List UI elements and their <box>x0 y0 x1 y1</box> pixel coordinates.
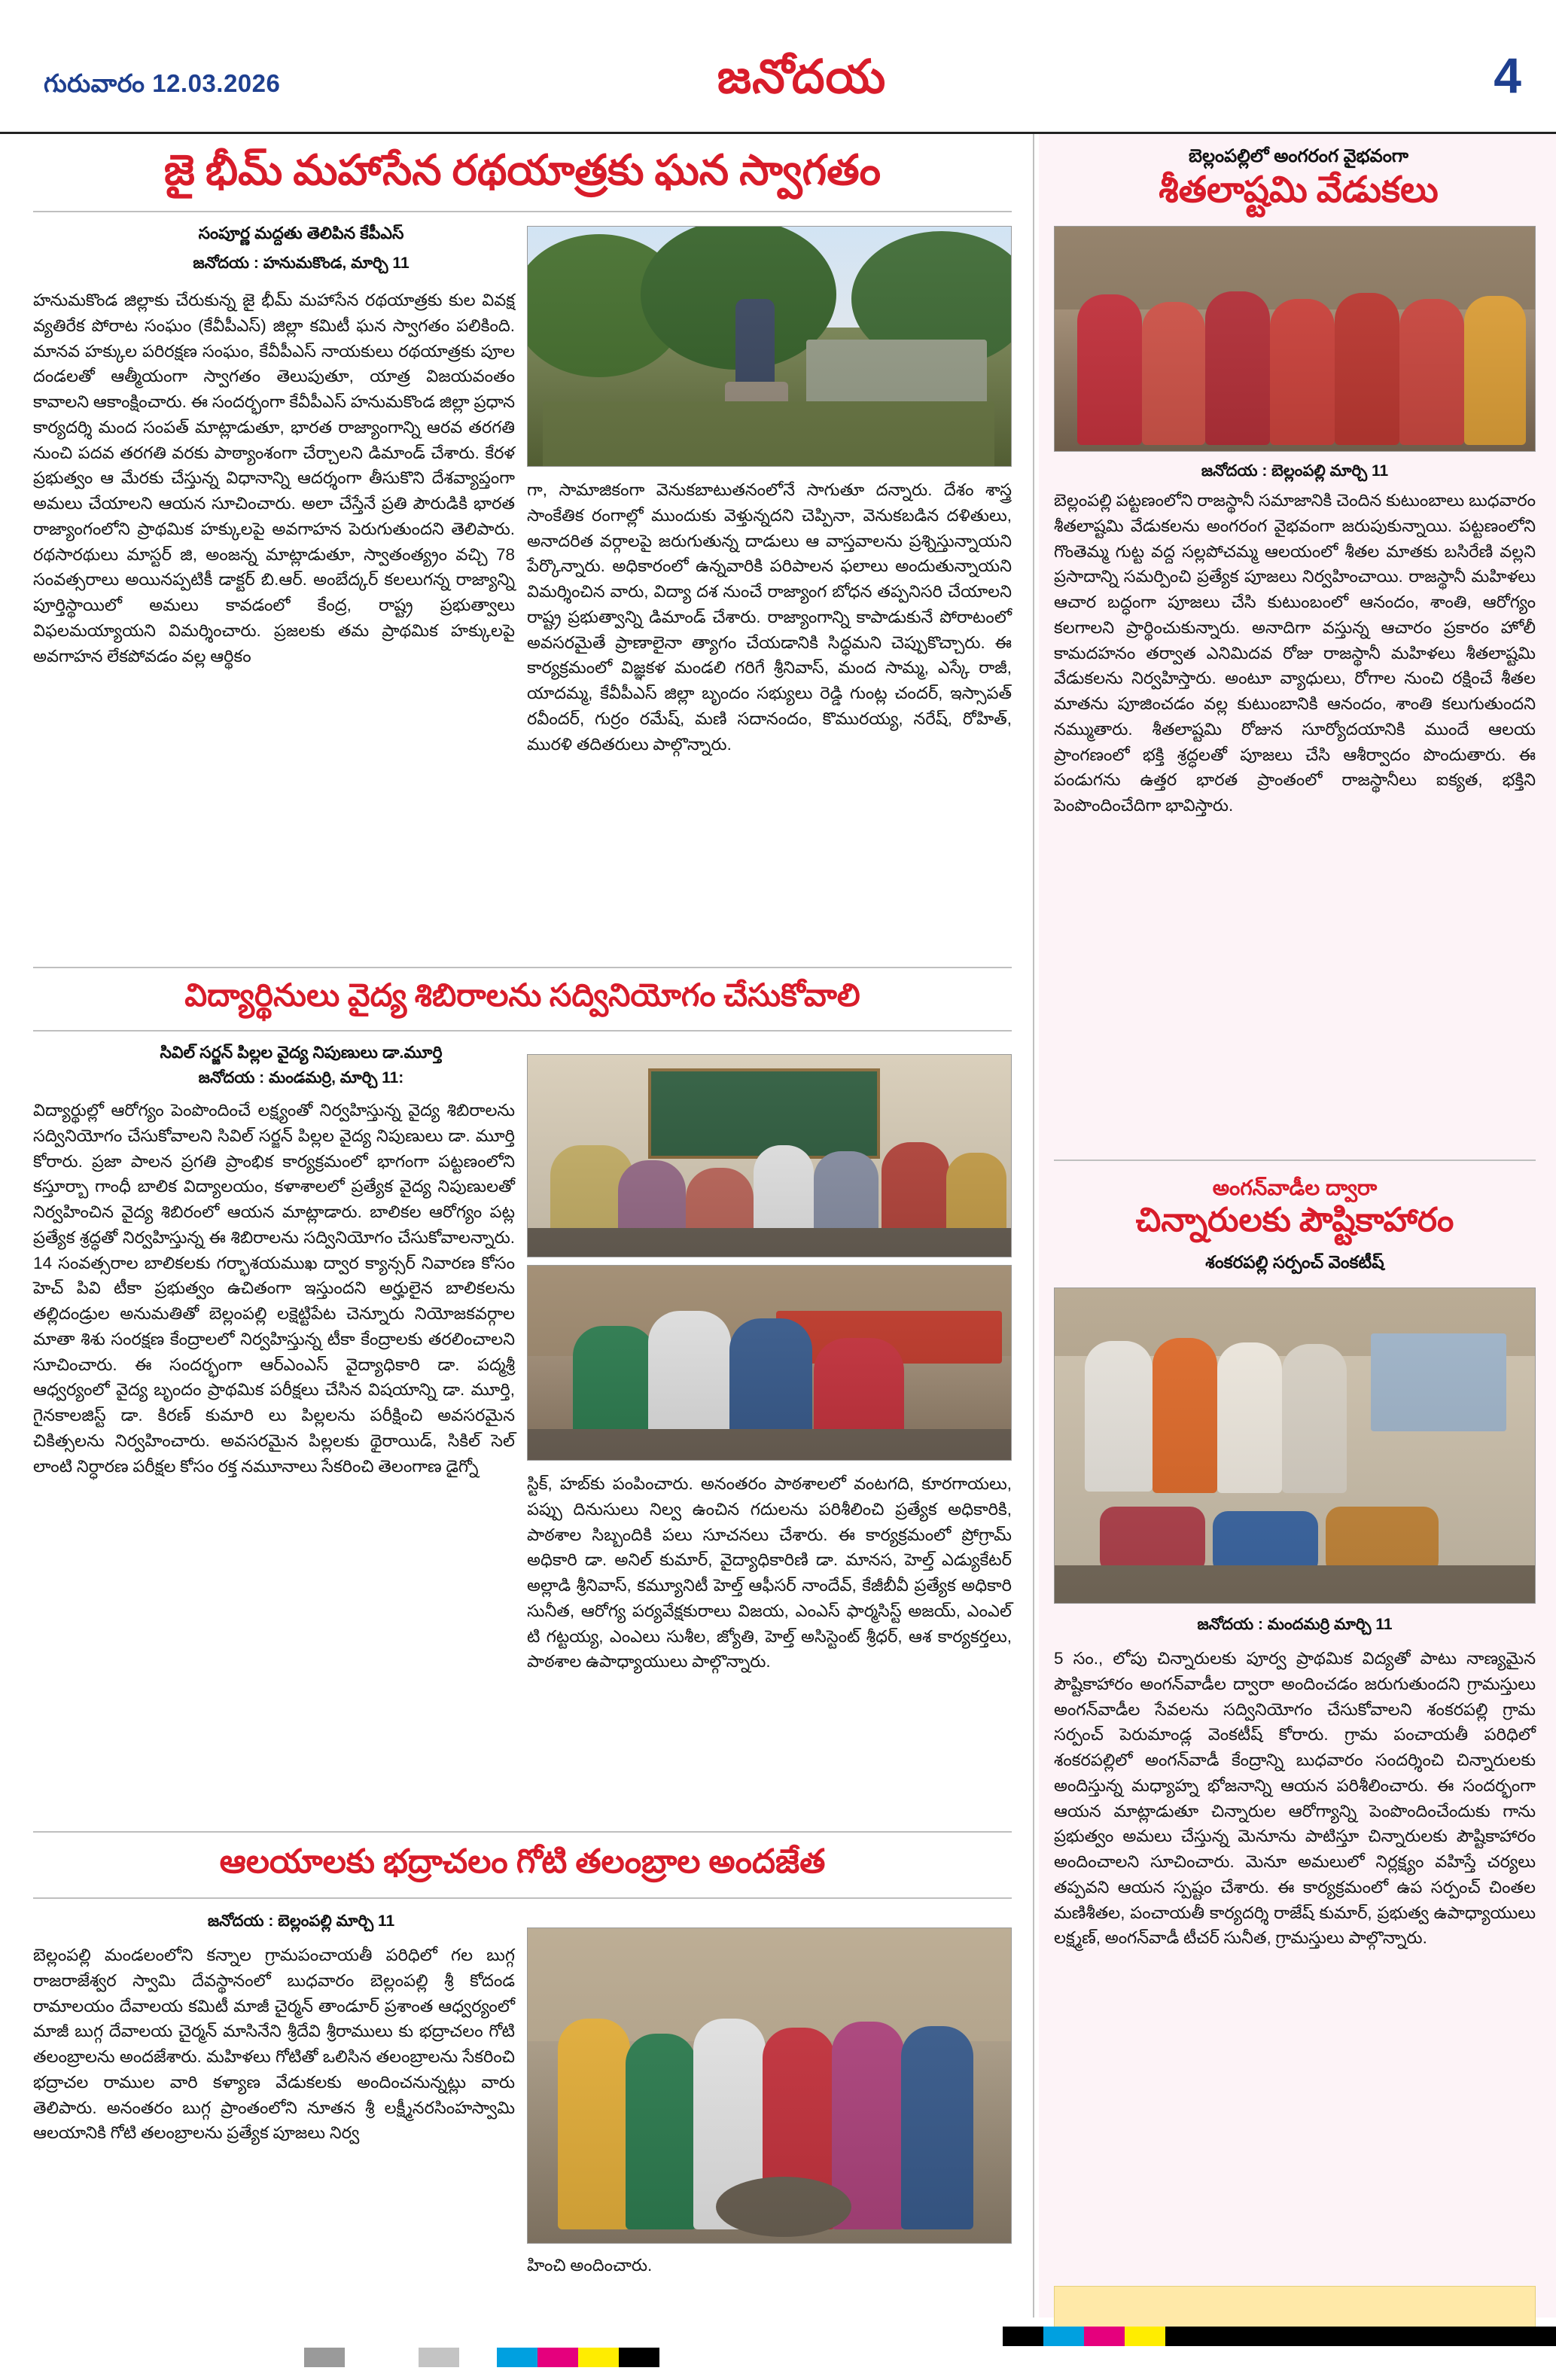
masthead <box>0 0 1556 134</box>
third-headline-rule <box>33 1897 1012 1899</box>
page-number: 4 <box>1494 47 1521 103</box>
second-body-col2: స్టిక్, హబ్‌కు పంపించారు. అనంతరం పాఠశాలలో వంటగది, కూరగాయలు, పప్పు దినుసులు నిల్వ ఉంచిన గదులను పరిశీలించి ప్రత్యేక అధికారికి, పాఠశాల సిబ్బందికి పలు సూచనలు చేశారు. ఈ కార్యక్రమంలో ప్రోగ్రామ్ అధికారి డా. అనిల్ కుమార్, వైద్యాధికారిణి డా. మానస, హెల్త్ ఎడ్యుకేటర్ అల్లాడి శ్రీనివాస్, కమ్యూనిటీ హెల్త్ ఆఫీసర్ నాందేవ్, కేజీబీవీ ప్రత్యేక అధికారి సునీత, ఆరోగ్య పర్యవేక్షకురాలు విజయ, ఎంఎస్ ఫార్మసిస్ట్ అజయ్, ఎంఎల్ టి గట్టయ్య, ఎంఎలు సుశీల, జ్యోతి, హెల్త్ అసిస్టెంట్ శ్రీధర్, ఆశ కార్యకర్తలు, పాఠశాల ఉపాధ్యాయులు పాల్గొన్నారు. <box>527 1474 1012 1671</box>
swatch-black-mid <box>619 2348 659 2367</box>
rail-article1-caption: జనోదయ : బెల్లంపల్లి మార్చి 11 <box>1201 462 1389 480</box>
swatch-yellow <box>1125 2327 1165 2346</box>
second-headline-rule <box>33 1030 1012 1032</box>
third-headline: ఆలయాలకు భద్రాచలం గోటి తలంబ్రాల అందజేత <box>219 1843 826 1880</box>
rail-article2-subhead: శంకరపల్లి సర్పంచ్ వెంకటీష్ <box>1205 1252 1384 1272</box>
rail-divider-1 <box>1054 1160 1536 1161</box>
swatch-cyan <box>1043 2327 1084 2346</box>
swatch-magenta <box>1084 2327 1125 2346</box>
second-byline: జనోదయ : మండమర్రి, మార్చి 11: <box>198 1069 404 1086</box>
lead-headline-rule <box>33 211 1012 212</box>
second-body-col1: విద్యార్థుల్లో ఆరోగ్యం పెంపొందించే లక్ష్యంతో నిర్వహిస్తున్న వైద్య శిబిరాలను సద్వినియోగం చేసుకోవాలని సివిల్ సర్జన్ పిల్లల వైద్య నిపుణులు డా. మూర్తి కోరారు. ప్రజా పాలన ప్రగతి ప్రాంభిక కార్యక్రమంలో భాగంగా పట్టణంలోని కస్తూర్బా గాంధీ బాలిక విద్యాలయం, కళాశాలలో ప్రత్యేక వైద్య నిపుణులతో నిర్వహించిన వైద్య శిబిరంలో ఆయన మాట్లాడారు. బాలికల ఆరోగ్యం పట్ల ప్రత్యేక శ్రద్ధతో నిర్వహిస్తున్న ఈ శిబిరాలను సద్వినియోగం చేసుకోవాలన్నారు. 14 సంవత్సరాల బాలికలకు గర్భాశయముఖ ద్వార క్యాన్సర్ నివారణ కోసం హెచ్ పివి టీకా ప్రభుత్వం ఉచితంగా ఇస్తుందని అర్హులైన బాలికలను తల్లిదండ్రుల అనుమతితో బెల్లంపల్లి లక్షెట్టిపేట చెన్నూరు నియోజకవర్గాల మాతా శిశు సంరక్షణ కేంద్రాలలో నిర్వహిస్తున్న టీకా కేంద్రాలకు తరలించాలని సూచించారు. ఈ సందర్భంగా ఆర్ఎంఎస్ వైద్యాధికారి డా. పద్మశ్రీ ఆధ్వర్యంలో వైద్య బృందం ప్రాథమిక పరీక్షలు చేసిన విషయాన్ని డా. మూర్తి, గైనకాలజిస్ట్ డా. కిరణ్ కుమారి లు పిల్లలను పరీక్షించి అవసరమైన చికిత్సలను నిర్వహించారు. అవసరమైన పిల్లలకు థైరాయిడ్, సికిల్ సెల్ లాంటి నిర్ధారణ పరీక్షల కోసం రక్త నమూనాలు సేకరించి తెలంగాణ డైగ్నో <box>33 1101 515 1476</box>
rail-article1-headline: శీతలాష్టమి వేడుకలు <box>1159 170 1439 210</box>
lead-byline: జనోదయ : హనుమకొండ, మార్చి 11 <box>193 254 410 272</box>
lead-headline: జై భీమ్ మహాసేన రథయాత్రకు ఘన స్వాగతం <box>163 148 882 194</box>
kitchen-inspection-photo <box>527 1265 1012 1461</box>
lead-subhead: సంపూర్ణ మద్దతు తెలిపిన కేపీఎస్ <box>198 224 404 242</box>
medical-camp-photo <box>527 1054 1012 1257</box>
swatch-black <box>1003 2327 1043 2346</box>
lead-photo <box>527 226 1012 467</box>
newspaper-title: జనోదయ <box>717 52 887 103</box>
swatch-gray-mid <box>419 2348 459 2367</box>
column-divider-main-rail <box>1033 134 1034 2318</box>
temple-handover-photo <box>527 1927 1012 2244</box>
third-body-col2: హించి అందించారు. <box>527 2256 653 2275</box>
lead-bottom-rule <box>33 967 1012 968</box>
rail-article2-kicker: అంగన్‌వాడీల ద్వారా <box>1212 1176 1378 1199</box>
second-subhead: సివిల్ సర్జన్ పిల్లల వైద్య నిపుణులు డా.మూర్తి <box>160 1043 443 1062</box>
lead-body-col2: గా, సామాజికంగా వెనుకబాటుతనంలోనే సాగుతూ దన్నారు. దేశం శాస్త్ర సాంకేతిక రంగాల్లో ముందుకు వెళ్తున్నదని చెప్పినా, వెనుకబడిన దళితులు, అనాదరిత వర్గాలపై జరుగుతున్న దాడులు ఆ వాస్తవాలను ప్రశ్నిస్తున్నాయని పేర్కొన్నారు. అధికారంలో ఉన్నవారికి పరిపాలన ఫలాలు అందుతున్నాయని విమర్శించిన వారు, విద్యా దశ నుంచే రాజ్యాంగ బోధన తప్పనిసరి చేయాలని రాష్ట్ర ప్రభుత్వాన్ని డిమాండ్ చేశారు. రాజ్యాంగాన్ని కాపాడుకునే పోరాటంలో అవసరమైతే ప్రాణాలైనా త్యాగం చేయడానికి సిద్ధమని చెప్పుకొచ్చారు. ఈ కార్యక్రమంలో విజ్ఞకళ మండలి గరిగే శ్రీనివాస్, మంద సామ్మ, ఎస్కే రాజీ, యాదమ్మ, కేవీపీఎస్ జిల్లా బృందం సభ్యులు రెడ్డి గుంట్ల చందర్, ఇస్సాపత్ రవీందర్, గుర్రం రమేష్, మణి సదానందం, కొమురయ్య, నరేష్, రోహిత్, మురళి తదితరులు పాల్గొన్నారు. <box>527 480 1012 754</box>
swatch-cyan-mid <box>497 2348 537 2367</box>
bottom-ad-strip <box>1054 2286 1536 2328</box>
swatch-magenta-mid <box>537 2348 578 2367</box>
second-headline: విద్యార్థినులు వైద్య శిబిరాలను సద్వినియోగం చేసుకోవాలి <box>184 979 860 1013</box>
swatch-yellow-mid <box>578 2348 619 2367</box>
rail-article1-kicker: బెల్లంపల్లిలో అంగరంగ వైభవంగా <box>1188 146 1409 166</box>
publication-date: గురువారం 12.03.2026 <box>44 69 281 97</box>
rail-article2-caption: జనోదయ : మందమర్రి మార్చి 11 <box>1197 1616 1393 1633</box>
rail-article2-body: 5 సం., లోపు చిన్నారులకు పూర్వ ప్రాథమిక విద్యతో పాటు నాణ్యమైన పౌష్టికాహారం అంగన్‌వాడీల ద్వారా అందించడం జరుగుతుందని గ్రామస్తులు అంగన్‌వాడీల సేవలను సద్వినియోగం చేసుకోవాలని శంకరపల్లి గ్రామ సర్పంచ్ పెరుమాండ్ల వెంకటీష్ కోరారు. గ్రామ పంచాయతీ పరిధిలో శంకరపల్లిలో అంగన్‌వాడీ కేంద్రాన్ని బుధవారం సందర్శించి చిన్నారులకు అందిస్తున్న మధ్యాహ్న భోజనాన్ని ఆయన పరిశీలించారు. ఈ సందర్భంగా ఆయన మాట్లాడుతూ చిన్నారుల ఆరోగ్యాన్ని పెంపొందించేందుకు గాను ప్రభుత్వం అమలు చేస్తున్న మెనూను పాటిస్తూ చిన్నారులకు పౌష్టికాహారం అందించాలని సూచించారు. మెనూ అమలులో నిర్లక్ష్యం వహిస్తే చర్యలు తప్పవని ఆయన స్పష్టం చేశారు. ఈ కార్యక్రమంలో ఉప సర్పంచ్ చింతల మణిశీతల, పంచాయతీ కార్యదర్శి రాజేష్ కుమార్, ప్రభుత్వ ఉపాధ్యాయులు లక్ష్మణ్, అంగన్‌వాడీ టీచర్ సునీత, గ్రామస్తులు పాల్గొన్నారు. <box>1054 1649 1536 1948</box>
third-byline: జనోదయ : బెల్లంపల్లి మార్చి 11 <box>207 1912 395 1930</box>
second-bottom-rule <box>33 1831 1012 1833</box>
anganwadi-photo <box>1054 1288 1536 1604</box>
third-body-col1: బెల్లంపల్లి మండలంలోని కన్నాల గ్రామపంచాయతీ పరిధిలో గల బుగ్గ రాజరాజేశ్వర స్వామి దేవస్థానంలో బుధవారం బెల్లంపల్లి శ్రీ కోదండ రామాలయం దేవాలయ కమిటీ మాజీ చైర్మన్ తాండూర్ ప్రశాంత ఆధ్వర్యంలో మాజీ బుగ్గ దేవాలయ చైర్మన్ మాసినేని శ్రీదేవి శ్రీరాములు కు భద్రాచలం గోటి తలంబ్రాలను అందజేశారు. మహిళలు గోటితో ఒలిసిన తలంబ్రాలను సేకరించి భద్రాచల రాముల వారి కళ్యాణ వేడుకలకు అందించనున్నట్లు వారు తెలిపారు. అనంతరం బుగ్గ ప్రాంతంలోని నూతన శ్రీ లక్ష్మీనరసింహస్వామి ఆలయానికి గోటి తలంబ్రాలను ప్రత్యేక పూజలు నిర్వ <box>33 1946 515 2143</box>
sheetalashtami-photo <box>1054 226 1536 452</box>
rail-article1-body: బెల్లంపల్లి పట్టణంలోని రాజస్థానీ సమాజానికి చెందిన కుటుంబాలు బుధవారం శీతలాష్టమి వేడుకలను అంగరంగ వైభవంగా జరుపుకున్నాయి. పట్టణంలోని గొంతెమ్మ గుట్ట వద్ద సల్లపోచమ్మ ఆలయంలో శీతల మాతకు బసిరేణి వల్లని ప్రసాదాన్ని సమర్పించి ప్రత్యేక పూజలు నిర్వహించాయి. రాజస్థానీ మహిళలు ఆచార బద్ధంగా పూజలు చేసి కుటుంబంలో ఆనందం, శాంతి, ఆరోగ్యం కలగాలని ప్రార్థించుకున్నారు. అనాదిగా వస్తున్న ఆచారం ప్రకారం హోలీ కామదహనం తర్వాత ఎనిమిదవ రోజు రాజస్థానీ మహిళలు శీతలాష్టమి వేడుకలను నిర్వహిస్తారు. అంటూ వ్యాధులు, రోగాల నుంచి రక్షించే శీతల మాతను పూజించడం వల్ల కుటుంబానికి ఆనందం, శాంతి కలుగుతుందని నమ్ముతారు. శీతలాష్టమి రోజున సూర్యోదయానికి ముందే ఆలయ ప్రాంగణంలో భక్తి శ్రద్ధలతో పూజలు చేసి ఆశీర్వాదం పొందుతారు. ఈ పండుగను ఉత్తర భారత ప్రాంతంలో రాజస్థానీలు ఐక్యత, భక్తిని పెంపొందించేదిగా భావిస్తారు. <box>1054 491 1536 815</box>
lead-body-col1: హనుమకొండ జిల్లాకు చేరుకున్న జై భీమ్ మహాసేన రథయాత్రకు కుల వివక్ష వ్యతిరేక పోరాట సంఘం (కేవీపీఎస్) జిల్లా కమిటీ ఘన స్వాగతం పలికింది. మానవ హక్కుల పరిరక్షణ సంఘం, కేవీపీఎస్ నాయకులు రథయాత్రకు పూల దండలతో ఆత్మీయంగా స్వాగతం తెలుపుతూ, యాత్ర విజయవంతం కావాలని ఆకాంక్షించారు. ఈ సందర్భంగా కేవీపీఎస్ హనుమకొండ జిల్లా ప్రధాన కార్యదర్శి మంద సంపత్ మాట్లాడుతూ, భారత రాజ్యాంగాన్ని ఆరవ తరగతి నుంచి పదవ తరగతి వరకు పాఠ్యాంశంగా చేర్చాలని డిమాండ్ చేశారు. కేరళ ప్రభుత్వం ఆ మేరకు చేస్తున్న విధానాన్ని ఆదర్శంగా తీసుకొని దేశవ్యాప్తంగా అమలు చేయాలని ఆయన సూచించారు. అలా చేస్తేనే ప్రతి పౌరుడికి భారత రాజ్యాంగంలోని ప్రాథమిక హక్కులపై అవగాహన పెరుగుతుందని తెలిపారు. రథసారథులు మాస్టర్ జి, అంజన్న మాట్లాడుతూ, స్వాతంత్య్రం వచ్చి 78 సంవత్సరాలు అయినప్పటికీ డాక్టర్ బి.ఆర్. అంబేద్కర్ కలలుగన్న రాజ్యాన్ని పూర్తిస్థాయిలో అమలు కావడంలో కేంద్ర, రాష్ట్ర ప్రభుత్వాలు విఫలమయ్యాయని విమర్శించారు. ప్రజలకు తమ ప్రాథమిక హక్కులపై అవగాహన లేకపోవడం వల్ల ఆర్థికం <box>33 291 515 666</box>
swatch-gray-left <box>304 2348 345 2367</box>
rail-article2-headline: చిన్నారులకు పౌష్టికాహారం <box>1135 1202 1454 1239</box>
